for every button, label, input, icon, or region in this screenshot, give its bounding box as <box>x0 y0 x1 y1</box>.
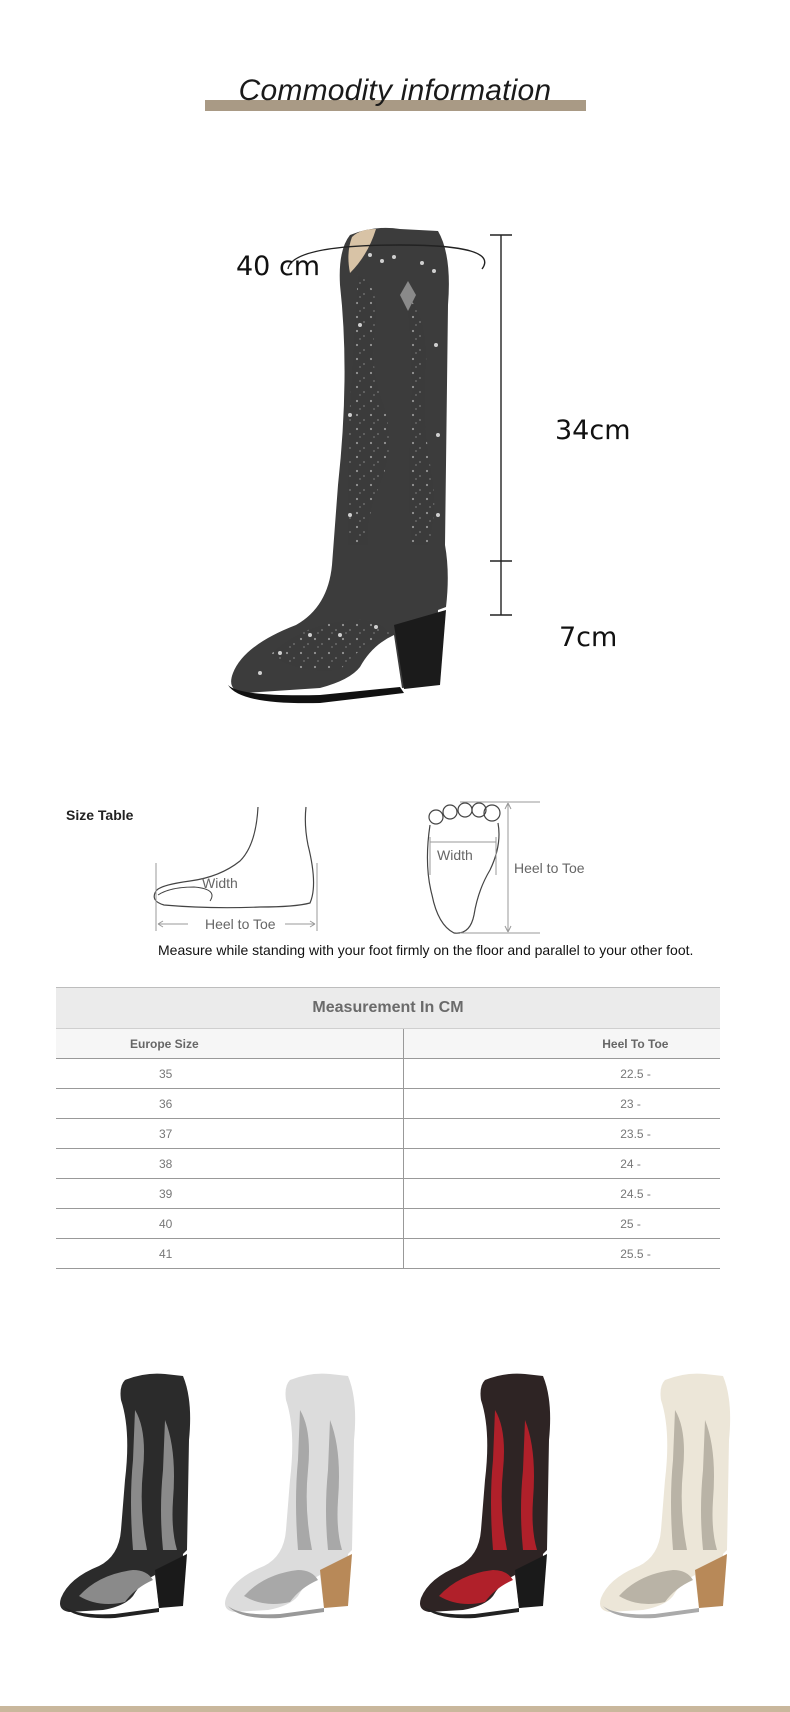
europe-size-cell: 35 <box>159 1066 173 1081</box>
measurement-table <box>56 987 720 1269</box>
europe-size-cell: 40 <box>159 1216 173 1231</box>
boot-variant-silver <box>220 1360 400 1620</box>
heel-to-toe-cell: 24.5 - <box>620 1186 651 1201</box>
boot-variant-red <box>415 1360 595 1620</box>
heel-to-toe-cell: 23 - <box>620 1096 641 1111</box>
table-header-row <box>56 1029 720 1059</box>
table-row <box>56 1089 720 1119</box>
top-heel-to-toe-label: Heel to Toe <box>514 860 585 876</box>
europe-size-cell: 39 <box>159 1186 173 1201</box>
heel-to-toe-cell: 24 - <box>620 1156 641 1171</box>
side-heel-to-toe-label: Heel to Toe <box>205 916 276 932</box>
table-row <box>56 1179 720 1209</box>
europe-size-cell: 38 <box>159 1156 173 1171</box>
foot-top-view-diagram <box>420 795 600 940</box>
europe-size-cell: 36 <box>159 1096 173 1111</box>
europe-size-cell: 41 <box>159 1246 173 1261</box>
table-row <box>56 1149 720 1179</box>
commodity-header <box>0 0 790 130</box>
color-variants-row <box>0 1360 790 1620</box>
boot-measurement-figure <box>200 215 640 705</box>
table-row <box>56 1239 720 1269</box>
side-width-label: Width <box>202 875 238 891</box>
col-header-europe-size: Europe Size <box>130 1036 199 1051</box>
heel-height-label: 7cm <box>559 622 618 653</box>
measurement-instruction: Measure while standing with your foot firmly on the floor and parallel to your other foot. <box>158 942 694 958</box>
top-width-label: Width <box>437 847 473 863</box>
table-row <box>56 1119 720 1149</box>
table-caption: Measurement In CM <box>56 988 720 1029</box>
foot-side-view-diagram <box>150 805 330 940</box>
section-title: Commodity information <box>238 74 552 107</box>
table-row <box>56 1059 720 1089</box>
boot-variant-beige <box>595 1360 775 1620</box>
europe-size-cell: 37 <box>159 1126 173 1141</box>
heel-to-toe-cell: 22.5 - <box>620 1066 651 1081</box>
heel-to-toe-cell: 25.5 - <box>620 1246 651 1261</box>
col-header-heel-to-toe: Heel To Toe <box>602 1036 669 1051</box>
boot-variant-black <box>55 1360 235 1620</box>
heel-to-toe-cell: 23.5 - <box>620 1126 651 1141</box>
shaft-height-label: 34cm <box>555 415 631 446</box>
shaft-circumference-label: 40 cm <box>236 251 321 282</box>
table-row <box>56 1209 720 1239</box>
heel-to-toe-cell: 25 - <box>620 1216 641 1231</box>
size-table-heading: Size Table <box>66 807 134 823</box>
footer-accent-bar <box>0 1706 790 1712</box>
